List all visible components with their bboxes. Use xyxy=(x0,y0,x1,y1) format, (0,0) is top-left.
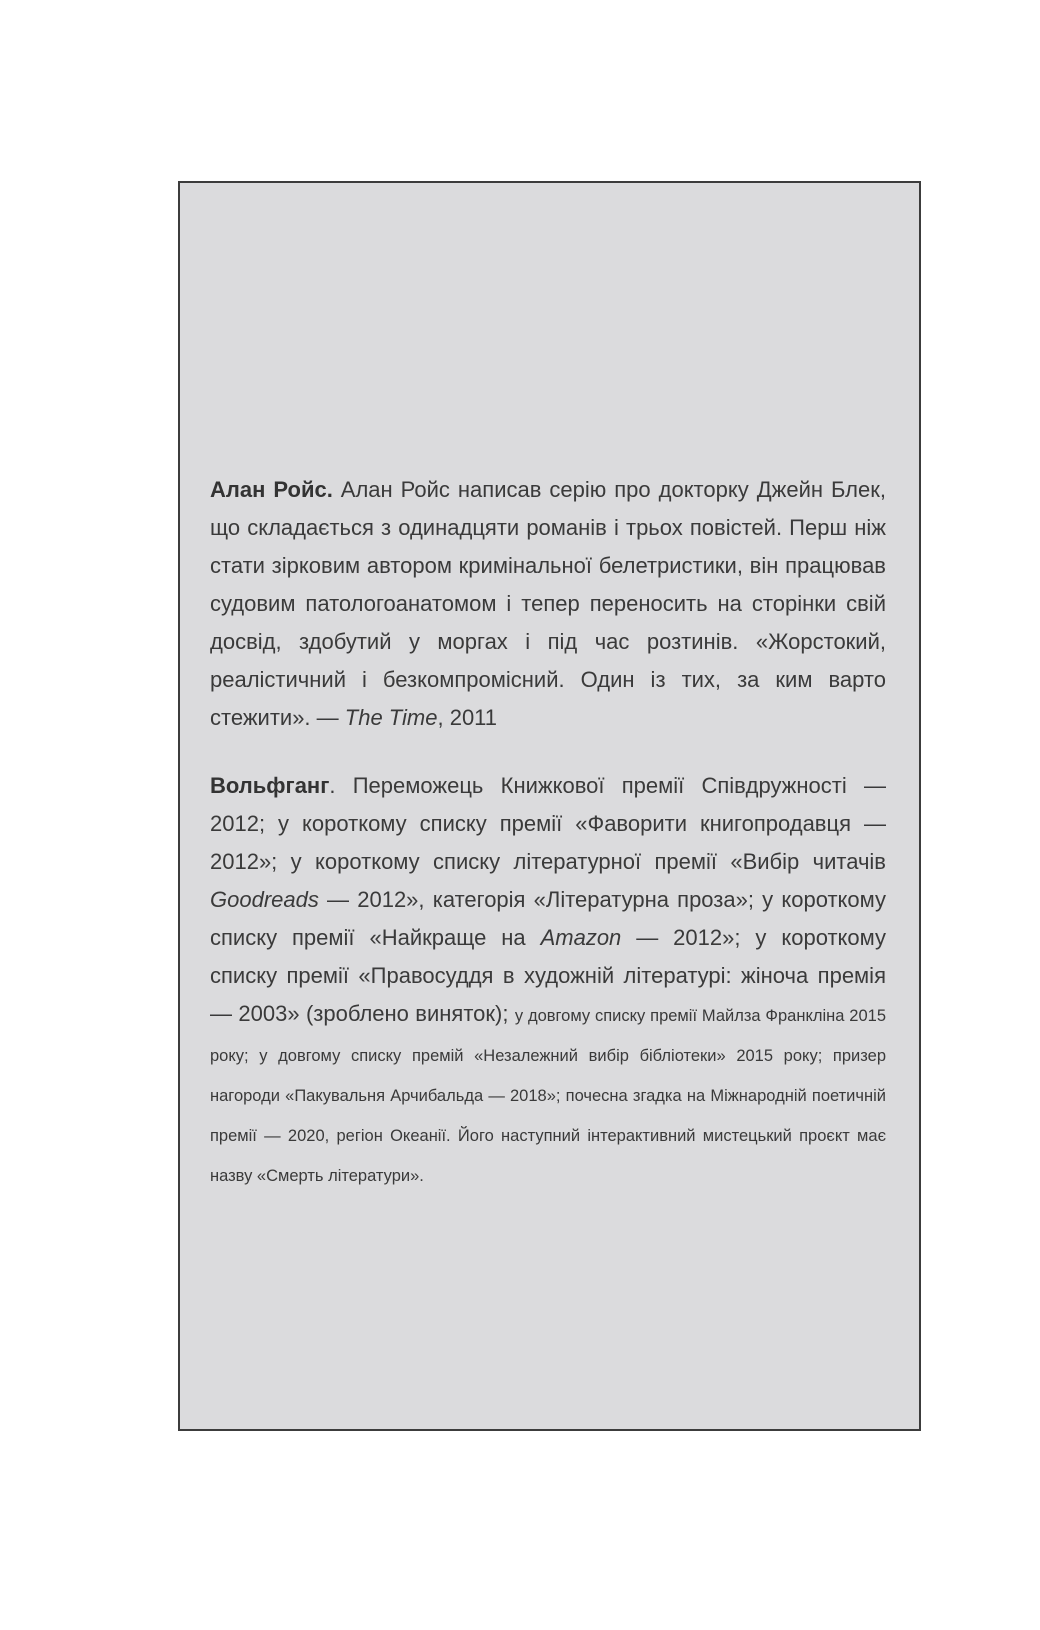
source-year: , 2011 xyxy=(437,705,498,730)
author-lead-alan: Алан Ройс. xyxy=(210,477,333,502)
source-title-the-time: The Time xyxy=(344,705,438,730)
paragraph-alan-royce xyxy=(210,471,886,737)
paragraph-alan-body: Алан Ройс написав серію про докторку Джейн Блек, що складається з одинадцяти романів і трьох повістей. Перш ніж стати зірковим автором кримінальної белетристики, він працював судовим патологоанатомом і тепер переносить на сторінки свій досвід, здобутий у моргах і під час розтинів. «Жорстокий, реалістичний і безкомпромісний. Один із тих, за ким варто стежити». — xyxy=(210,477,886,730)
paragraph-wolfgang-seg2: — 2012», категорія «Літературна проза»; у короткому списку премії «Найкраще на xyxy=(210,887,886,950)
paragraph-wolfgang xyxy=(210,767,886,1195)
paragraph-wolfgang-seg1: . Переможець Книжкової премії Співдружності — 2012; у короткому списку премії «Фаворити книгопродавця — 2012»; у короткому списку літературної премії «Вибір читачів xyxy=(210,773,886,874)
paragraph-wolfgang-seg3: — 2012»; у короткому списку премії «Правосуддя в художній літературі: жіноча премія — 2003» (зроблено виняток); xyxy=(210,925,887,1026)
paragraph-wolfgang-small-tail: у довгому списку премії Майлза Франкліна 2015 року; у довгому списку премій «Незалежний вибір бібліотеки» 2015 року; призер нагороди «Пакувальня Арчибальда — 2018»; почесна згадка на Міжнародній поетичній премії — 2020, регіон Океанії. Його наступний інтерактивний мистецький проєкт має назву «Смерть літератури». xyxy=(210,1007,886,1185)
text-block xyxy=(210,471,886,1195)
book-lead-wolfgang: Вольфганг xyxy=(210,773,330,798)
brand-amazon: Amazon xyxy=(540,925,622,950)
brand-goodreads: Goodreads xyxy=(210,887,319,912)
book-page xyxy=(178,181,921,1431)
